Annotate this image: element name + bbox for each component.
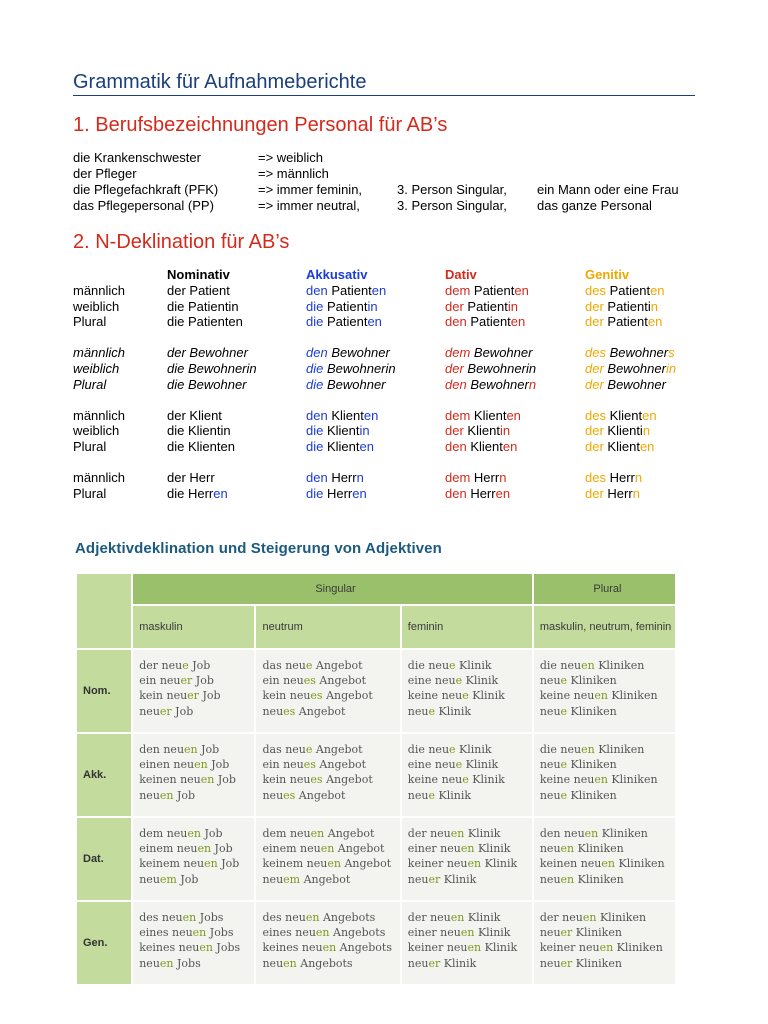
adjective-ending: en <box>204 857 218 871</box>
adjective-ending: em <box>283 872 301 886</box>
adjective-ending: en <box>283 956 297 970</box>
declension-cell: der Patientin <box>445 298 519 314</box>
article: dem <box>445 407 474 423</box>
declension-cell <box>132 649 255 733</box>
declension-cell: den Patienten <box>445 314 526 330</box>
article: der <box>585 485 608 501</box>
job-title-cell: ein Mann oder eine Frau <box>537 182 679 197</box>
ending: en <box>495 485 511 501</box>
phrase: die neue Klinik <box>407 659 492 672</box>
declension-cell: die Bewohnerin <box>167 360 257 376</box>
ending: n <box>528 376 537 392</box>
declension-cell: dem Patienten <box>445 282 529 298</box>
phrase: neue Klinik <box>407 704 472 718</box>
article: den <box>306 345 332 361</box>
phrase: des neuen Jobs <box>139 911 224 924</box>
article: die <box>306 298 327 314</box>
declension-cell <box>255 901 400 985</box>
declension-cell <box>132 901 255 985</box>
declension-cell: die Klienten <box>306 439 374 455</box>
phrase: dem neuen Angebot <box>262 827 375 840</box>
declension-cell: männlich <box>73 407 126 423</box>
adjective-ending: er <box>187 689 199 703</box>
phrase: neue Klinik <box>407 788 472 802</box>
ending: en <box>502 439 518 455</box>
case-row <box>76 817 676 901</box>
article: den <box>306 282 332 298</box>
phrase: neuen Kliniken <box>539 872 624 886</box>
article: dem <box>445 345 474 361</box>
article: der <box>585 423 608 439</box>
adjective-ending: en <box>581 743 595 756</box>
declension-cell <box>533 901 676 985</box>
gender-header: maskulin, neutrum, feminin <box>533 605 676 649</box>
article: die <box>306 439 327 455</box>
phrase: neuen Angebots <box>262 956 353 970</box>
declension-cell: der Herrn <box>585 485 640 501</box>
article: der <box>585 314 608 330</box>
phrase: kein neuer Job <box>139 689 221 703</box>
job-title-cell: => immer feminin, <box>258 182 363 197</box>
declension-cell: der Klienten <box>585 439 655 455</box>
declension-cell: den Herrn <box>306 469 364 485</box>
phrase: keiner neuen Kliniken <box>539 941 663 955</box>
adjective-ending: e <box>462 773 469 787</box>
phrase: keinem neuen Job <box>139 857 240 871</box>
adjective-ending: er <box>560 956 573 970</box>
declension-cell: die Herren <box>167 485 228 501</box>
phrase: eines neuen Angebots <box>262 926 386 940</box>
article: der <box>585 376 608 392</box>
case-row <box>76 649 676 733</box>
case-header: Dativ <box>445 267 477 282</box>
phrase: einer neuen Klinik <box>407 842 511 856</box>
article: der <box>585 298 608 314</box>
phrase: den neuen Job <box>139 743 220 756</box>
job-title-cell: => weiblich <box>258 150 324 165</box>
phrase: neue Kliniken <box>539 674 617 688</box>
article: die <box>306 360 327 376</box>
phrase: neuer Job <box>139 704 194 718</box>
ending: n <box>499 469 507 485</box>
adjective-ending: e <box>560 758 568 772</box>
phrase: neuem Angebot <box>262 872 351 886</box>
declension-cell: männlich <box>73 345 126 361</box>
phrase: neuer Klinik <box>407 872 477 886</box>
phrase: keinem neuen Angebot <box>262 857 392 871</box>
phrase: neuer Klinik <box>407 956 477 970</box>
case-header: Genitiv <box>585 267 630 282</box>
declension-cell <box>533 733 676 817</box>
declension-cell: des Herrn <box>585 469 643 485</box>
adjective-ending: en <box>182 911 197 924</box>
phrase: neues Angebot <box>262 788 346 802</box>
ending: en <box>371 282 387 298</box>
declension-cell: dem Bewohner <box>445 345 533 361</box>
article: den <box>445 485 471 501</box>
adjective-ending: en <box>467 941 482 955</box>
phrase: des neuen Angebots <box>262 911 376 924</box>
phrase: keines neuen Jobs <box>139 941 241 955</box>
adjective-ending: en <box>315 926 330 940</box>
adjective-ending: e <box>560 788 568 802</box>
declension-cell <box>255 733 400 817</box>
declension-cell <box>255 817 400 901</box>
declension-cell: die Klientin <box>306 423 370 439</box>
article: der <box>445 298 468 314</box>
declension-cell: die Klienten <box>167 439 235 455</box>
declension-cell <box>533 649 676 733</box>
declension-cell <box>401 817 533 901</box>
job-title-cell: die Pflegefachkraft (PFK) <box>73 182 219 197</box>
gender-header: maskulin <box>132 605 255 649</box>
ending: n <box>650 298 659 314</box>
declension-cell: die Bewohnerin <box>306 360 396 376</box>
article: dem <box>445 282 474 298</box>
declension-cell: der Patientin <box>585 298 659 314</box>
phrase: neue Kliniken <box>539 758 617 772</box>
article: der <box>585 360 608 376</box>
adjective-ending: en <box>200 773 215 787</box>
ending: en <box>359 439 374 455</box>
adjective-ending: en <box>467 857 482 871</box>
adjective-ending: er <box>560 926 573 940</box>
phrase: neuer Kliniken <box>539 956 622 970</box>
singular-header: Singular <box>132 573 533 605</box>
phrase: neuen Job <box>139 788 196 802</box>
phrase: neue Kliniken <box>539 704 617 718</box>
section3-heading: Adjektivdeklination und Steigerung von Adjektiven <box>75 540 442 557</box>
case-label: Akk. <box>76 733 132 817</box>
adjective-ending: e <box>428 788 435 802</box>
phrase: neuen Kliniken <box>539 842 624 856</box>
adjective-ending: es <box>310 773 323 787</box>
phrase: der neuen Klinik <box>407 911 501 924</box>
phrase: eine neue Klinik <box>407 758 499 772</box>
job-title-cell: 3. Person Singular, <box>397 182 507 197</box>
article: den <box>306 407 332 423</box>
ending: en <box>514 282 529 298</box>
article: die <box>306 314 327 330</box>
article: der <box>445 423 468 439</box>
declension-cell: der Patienten <box>585 314 663 330</box>
adjective-ending: e <box>449 659 456 672</box>
phrase: keine neuen Kliniken <box>539 773 658 787</box>
phrase: neuen Jobs <box>139 956 201 970</box>
declension-cell: des Klienten <box>585 407 657 423</box>
adjective-ending: en <box>194 758 208 772</box>
adjective-ending: en <box>594 773 608 787</box>
phrase: das neue Angebot <box>262 659 363 672</box>
declension-cell: der Bewohner <box>585 376 666 392</box>
declension-cell: der Bewohnerin <box>585 360 677 376</box>
declension-cell: die Klientin <box>167 423 231 439</box>
adjective-ending: en <box>460 842 475 856</box>
phrase: dem neuen Job <box>139 827 223 840</box>
adjective-ending: en <box>581 659 595 672</box>
case-header: Akkusativ <box>306 267 368 282</box>
job-title-cell: das ganze Personal <box>537 198 652 213</box>
article: dem <box>445 469 474 485</box>
declension-cell <box>132 733 255 817</box>
phrase: keine neue Klinik <box>407 689 505 703</box>
adjective-ending: e <box>305 659 313 672</box>
article: der <box>585 439 608 455</box>
adjective-ending: e <box>449 743 456 756</box>
phrase: keinen neuen Job <box>139 773 236 787</box>
adjective-ending: en <box>582 911 597 924</box>
ending: en <box>642 407 657 423</box>
declension-cell: die Bewohner <box>306 376 386 392</box>
case-label: Dat. <box>76 817 132 901</box>
adjective-ending: en <box>197 842 212 856</box>
declension-cell: dem Herrn <box>445 469 507 485</box>
phrase: der neuen Kliniken <box>539 911 647 924</box>
article: den <box>445 314 471 330</box>
phrase: eine neue Klinik <box>407 674 499 688</box>
declension-cell: weiblich <box>73 360 120 376</box>
case-label: Nom. <box>76 649 132 733</box>
declension-cell <box>401 649 533 733</box>
phrase: kein neues Angebot <box>262 773 373 787</box>
ending: en <box>213 485 228 501</box>
phrase: neuer Kliniken <box>539 926 622 940</box>
phrase: die neue Klinik <box>407 743 492 756</box>
header-row-top <box>76 573 676 605</box>
declension-cell <box>401 901 533 985</box>
gender-header: feminin <box>401 605 533 649</box>
ending: en <box>363 407 379 423</box>
ending: en <box>647 314 663 330</box>
ending: en <box>650 282 665 298</box>
adjective-ending: en <box>192 926 207 940</box>
declension-cell: Plural <box>73 485 107 501</box>
phrase: neue Kliniken <box>539 788 617 802</box>
declension-cell: der Klientin <box>445 423 511 439</box>
ending: en <box>639 439 655 455</box>
adjective-ending: en <box>601 857 616 871</box>
article: den <box>445 376 471 392</box>
adjective-ending: es <box>283 704 296 718</box>
declension-cell <box>132 817 255 901</box>
ending: in <box>665 360 677 376</box>
phrase: den neuen Kliniken <box>539 827 648 840</box>
declension-cell: der Bewohnerin <box>445 360 537 376</box>
phrase: das neue Angebot <box>262 743 363 756</box>
declension-cell: den Bewohnern <box>445 376 537 392</box>
phrase: ein neues Angebot <box>262 758 367 772</box>
adjective-ending: en <box>320 842 335 856</box>
adjective-ending: en <box>450 911 465 924</box>
phrase: keines neuen Angebots <box>262 941 392 955</box>
declension-cell: des Bewohners <box>585 345 675 361</box>
adjective-ending: er <box>180 674 193 688</box>
phrase: der neuen Klinik <box>407 827 501 840</box>
declension-cell <box>255 649 400 733</box>
declension-cell: die Bewohner <box>167 376 247 392</box>
phrase: einer neuen Klinik <box>407 926 511 940</box>
article: den <box>445 439 471 455</box>
corner-cell <box>76 573 132 649</box>
adjective-ending: es <box>283 788 296 802</box>
adjective-ending: er <box>428 872 441 886</box>
phrase: einen neuen Job <box>139 758 230 772</box>
gender-header: neutrum <box>255 605 400 649</box>
adjective-ending: e <box>560 704 568 718</box>
declension-cell: die Herren <box>306 485 367 501</box>
phrase: eines neuen Jobs <box>139 926 234 940</box>
declension-cell: Plural <box>73 439 107 455</box>
phrase: neuem Job <box>139 872 199 886</box>
section2-heading: 2. N-Deklination für AB’s <box>73 231 290 253</box>
adjective-ending: en <box>310 827 325 840</box>
adjective-ending: es <box>310 689 323 703</box>
adjective-ending: en <box>460 926 475 940</box>
phrase: einem neuen Angebot <box>262 842 385 856</box>
declension-cell: der Patient <box>167 282 230 298</box>
declension-cell: den Patienten <box>306 282 387 298</box>
declension-cell: den Klienten <box>445 439 518 455</box>
declension-cell: der Klient <box>167 407 222 423</box>
declension-cell: die Patienten <box>306 314 382 330</box>
article: den <box>306 469 332 485</box>
phrase: ein neuer Job <box>139 674 214 688</box>
job-title-cell: das Pflegepersonal (PP) <box>73 198 214 213</box>
article: des <box>585 282 610 298</box>
declension-cell <box>401 733 533 817</box>
phrase: keine neue Klinik <box>407 773 505 787</box>
adjective-ending: en <box>184 743 198 756</box>
page-title: Grammatik für Aufnahmeberichte <box>73 70 695 96</box>
declension-cell: die Patienten <box>167 314 243 330</box>
declension-cell: Plural <box>73 376 107 392</box>
phrase: die neuen Kliniken <box>539 659 645 672</box>
ending: in <box>499 423 511 439</box>
ending: s <box>668 345 675 361</box>
adjective-ending: en <box>305 911 320 924</box>
ending: en <box>506 407 521 423</box>
adjective-ending: e <box>455 674 463 688</box>
ending: n <box>356 469 364 485</box>
adjective-ending: en <box>322 941 337 955</box>
header-row-sub <box>76 605 676 649</box>
adjective-ending: en <box>199 941 213 955</box>
ending: en <box>352 485 367 501</box>
adjective-ending: e <box>462 689 469 703</box>
declension-cell: den Klienten <box>306 407 379 423</box>
declension-cell: der Herr <box>167 469 215 485</box>
adjective-ending: er <box>159 704 172 718</box>
declension-cell: dem Klienten <box>445 407 521 423</box>
case-row <box>76 901 676 985</box>
phrase: die neuen Kliniken <box>539 743 645 756</box>
section1-heading: 1. Berufsbezeichnungen Personal für AB’s <box>73 114 448 136</box>
job-title-cell: => immer neutral, <box>258 198 360 213</box>
article: die <box>306 485 327 501</box>
adjective-ending: es <box>303 674 316 688</box>
adjective-ending: en <box>159 788 174 802</box>
declension-cell: männlich <box>73 469 126 485</box>
phrase: kein neues Angebot <box>262 689 373 703</box>
job-title-cell: der Pfleger <box>73 166 137 181</box>
article: des <box>585 345 610 361</box>
declension-cell: den Herren <box>445 485 511 501</box>
adjective-ending: en <box>560 872 575 886</box>
job-title-cell: => männlich <box>258 166 329 181</box>
adjective-ending: e <box>455 758 463 772</box>
adjective-ending: e <box>428 704 435 718</box>
declension-cell: den Bewohner <box>306 345 390 361</box>
case-row <box>76 733 676 817</box>
phrase: keinen neuen Kliniken <box>539 857 665 871</box>
declension-cell: weiblich <box>73 423 120 439</box>
declension-cell <box>533 817 676 901</box>
ending: n <box>632 485 640 501</box>
adjective-ending: en <box>187 827 201 840</box>
phrase: neues Angebot <box>262 704 346 718</box>
declension-cell: die Patientin <box>306 298 378 314</box>
adjective-ending: es <box>303 758 316 772</box>
phrase: keiner neuen Klinik <box>407 941 518 955</box>
ending: in <box>359 423 370 439</box>
adjective-declension-table <box>75 572 677 986</box>
declension-cell: des Patienten <box>585 282 665 298</box>
adjective-ending: en <box>450 827 465 840</box>
declension-cell: weiblich <box>73 298 120 314</box>
adjective-ending: en <box>594 689 608 703</box>
adjective-ending: en <box>327 857 341 871</box>
adjective-ending: em <box>159 872 177 886</box>
phrase: keiner neuen Klinik <box>407 857 518 871</box>
job-title-cell: 3. Person Singular, <box>397 198 507 213</box>
ending: en <box>510 314 526 330</box>
adjective-ending: e <box>305 743 313 756</box>
article: die <box>306 423 327 439</box>
declension-cell: die Patientin <box>167 298 239 314</box>
article: des <box>585 469 610 485</box>
article: die <box>306 376 327 392</box>
declension-cell: der Klientin <box>585 423 651 439</box>
case-label: Gen. <box>76 901 132 985</box>
ending: n <box>642 423 651 439</box>
phrase: einem neuen Job <box>139 842 233 856</box>
ending: n <box>634 469 643 485</box>
adjective-ending: e <box>182 659 189 672</box>
adjective-ending: en <box>584 827 599 840</box>
phrase: der neue Job <box>139 659 211 672</box>
declension-cell: männlich <box>73 282 126 298</box>
adjective-ending: e <box>560 674 568 688</box>
article: des <box>585 407 610 423</box>
ending: in <box>367 298 378 314</box>
article: der <box>445 360 468 376</box>
phrase: keine neuen Kliniken <box>539 689 658 703</box>
case-header: Nominativ <box>167 267 230 282</box>
phrase: ein neues Angebot <box>262 674 367 688</box>
ending: en <box>367 314 382 330</box>
adjective-ending: en <box>159 956 174 970</box>
declension-cell: der Bewohner <box>167 345 248 361</box>
adjective-ending: en <box>599 941 614 955</box>
job-title-cell: die Krankenschwester <box>73 150 201 165</box>
adjective-ending: en <box>560 842 575 856</box>
declension-cell: Plural <box>73 314 107 330</box>
ending: in <box>507 298 519 314</box>
adjective-ending: er <box>428 956 441 970</box>
plural-header: Plural <box>533 573 676 605</box>
